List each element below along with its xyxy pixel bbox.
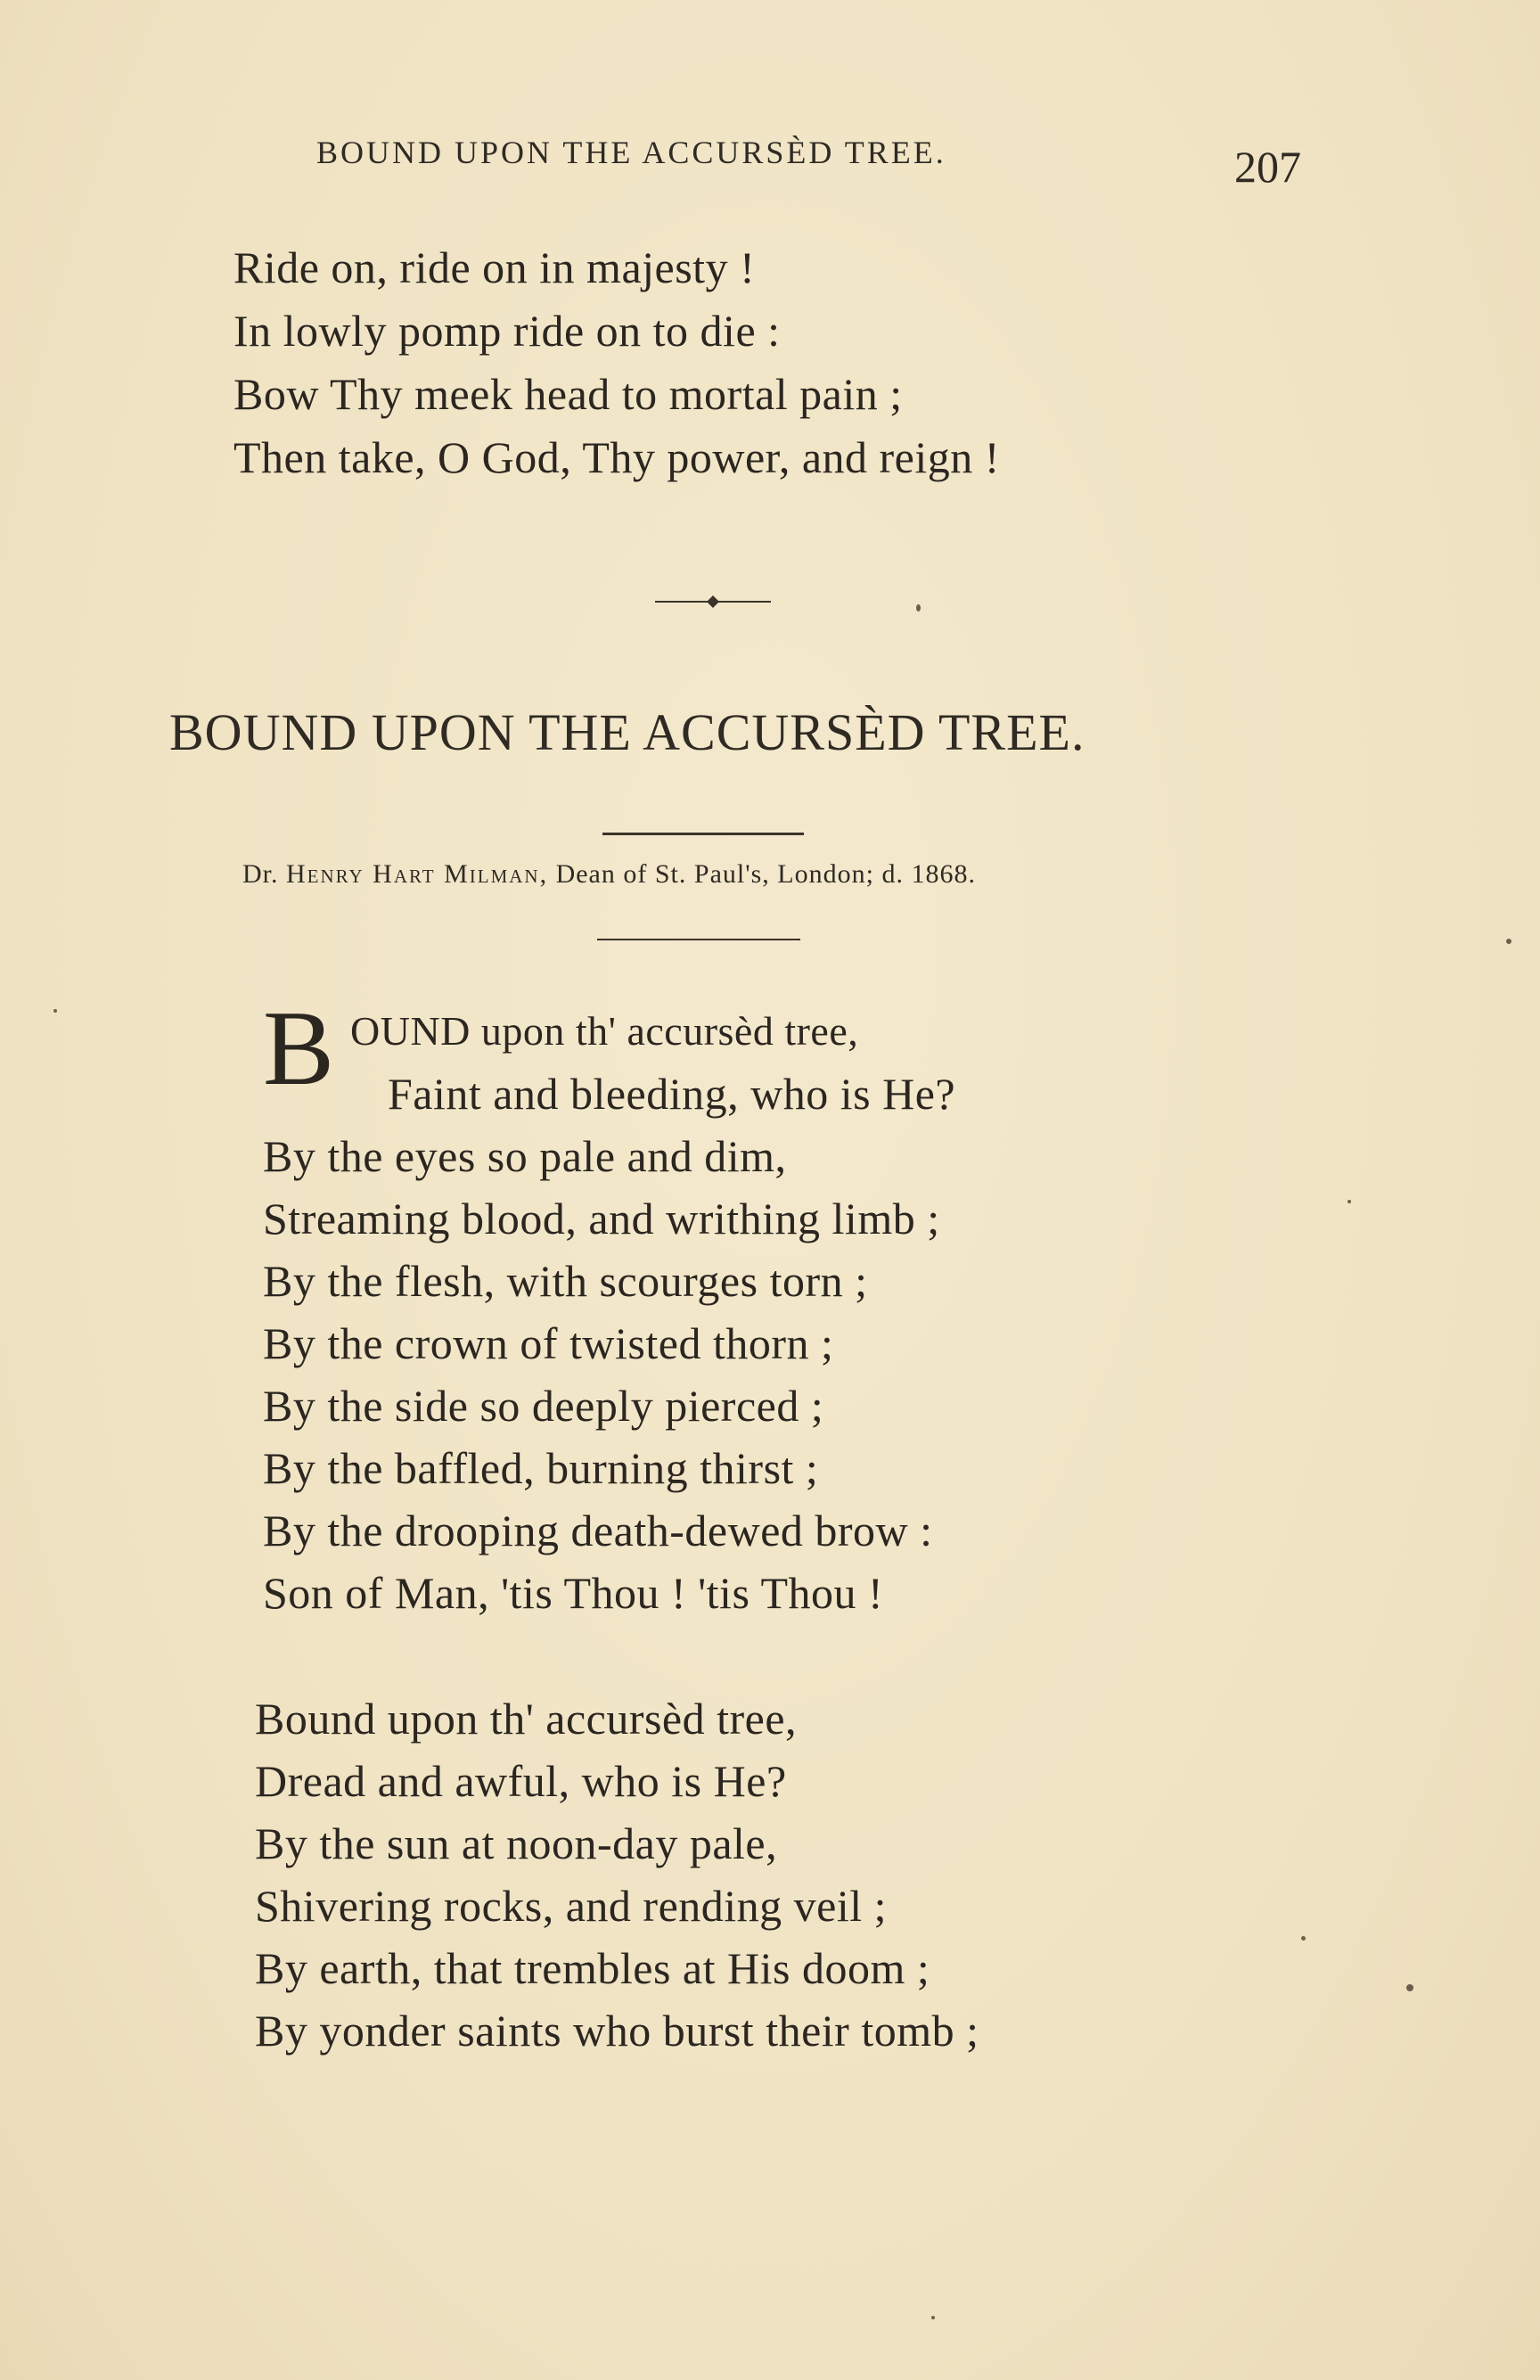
hymn-title: BOUND UPON THE ACCURSÈD TREE. xyxy=(169,703,1085,761)
verse-line: By the side so deeply pierced ; xyxy=(263,1381,824,1431)
drop-cap: B xyxy=(263,989,335,1107)
verse-line: By the drooping death-dewed brow : xyxy=(263,1506,933,1555)
verse-line: Streaming blood, and writhing limb ; xyxy=(263,1194,940,1243)
author-details: Dean of St. Paul's, London; d. 1868. xyxy=(555,859,976,889)
hymn-stanza-1 xyxy=(263,989,956,1624)
paper-speck xyxy=(916,604,921,611)
paper-speck xyxy=(1506,939,1511,944)
attribution-prefix: Dr. xyxy=(242,859,279,889)
verse-line: By the sun at noon-day pale, xyxy=(255,1818,778,1868)
verse-line: Bow Thy meek head to mortal pain ; xyxy=(233,369,903,419)
paper-speck xyxy=(1301,1936,1306,1941)
verse-line: Son of Man, 'tis Thou ! 'tis Thou ! xyxy=(263,1568,884,1618)
hymn-stanza-2 xyxy=(255,1687,979,2062)
verse-line: By the flesh, with scourges torn ; xyxy=(263,1256,868,1306)
verse-line: Then take, O God, Thy power, and reign ! xyxy=(233,432,1000,482)
page-number: 207 xyxy=(1234,142,1301,192)
verse-line: Bound upon th' accursèd tree, xyxy=(255,1694,798,1744)
verse-line: Shivering rocks, and rending veil ; xyxy=(255,1881,888,1931)
paper-speck xyxy=(1348,1200,1351,1203)
verse-line: By the baffled, burning thirst ; xyxy=(263,1443,819,1493)
previous-hymn-stanza xyxy=(233,236,1000,489)
paper-speck xyxy=(53,1009,57,1013)
verse-line: Ride on, ride on in majesty ! xyxy=(233,242,756,292)
title-rule-bottom xyxy=(597,939,800,940)
section-divider-ornament xyxy=(655,588,771,615)
verse-line: By earth, that trembles at His doom ; xyxy=(255,1943,930,1993)
author-name: Henry Hart Milman, xyxy=(286,859,549,889)
first-line-text: OUND upon th' accursèd tree, xyxy=(350,1008,859,1054)
verse-line: By yonder saints who burst their tomb ; xyxy=(255,2006,979,2056)
paper-speck xyxy=(1406,1984,1413,1991)
verse-line: Dread and awful, who is He? xyxy=(255,1756,787,1806)
verse-line: Faint and bleeding, who is He? xyxy=(388,1069,956,1119)
hymn-attribution xyxy=(242,859,976,890)
running-head: BOUND UPON THE ACCURSÈD TREE. xyxy=(316,135,946,170)
title-rule-top xyxy=(602,833,804,835)
paper-speck xyxy=(931,2316,935,2319)
verse-line: By the crown of twisted thorn ; xyxy=(263,1318,834,1368)
verse-line: In lowly pomp ride on to die : xyxy=(233,306,781,356)
verse-line: By the eyes so pale and dim, xyxy=(263,1131,787,1181)
